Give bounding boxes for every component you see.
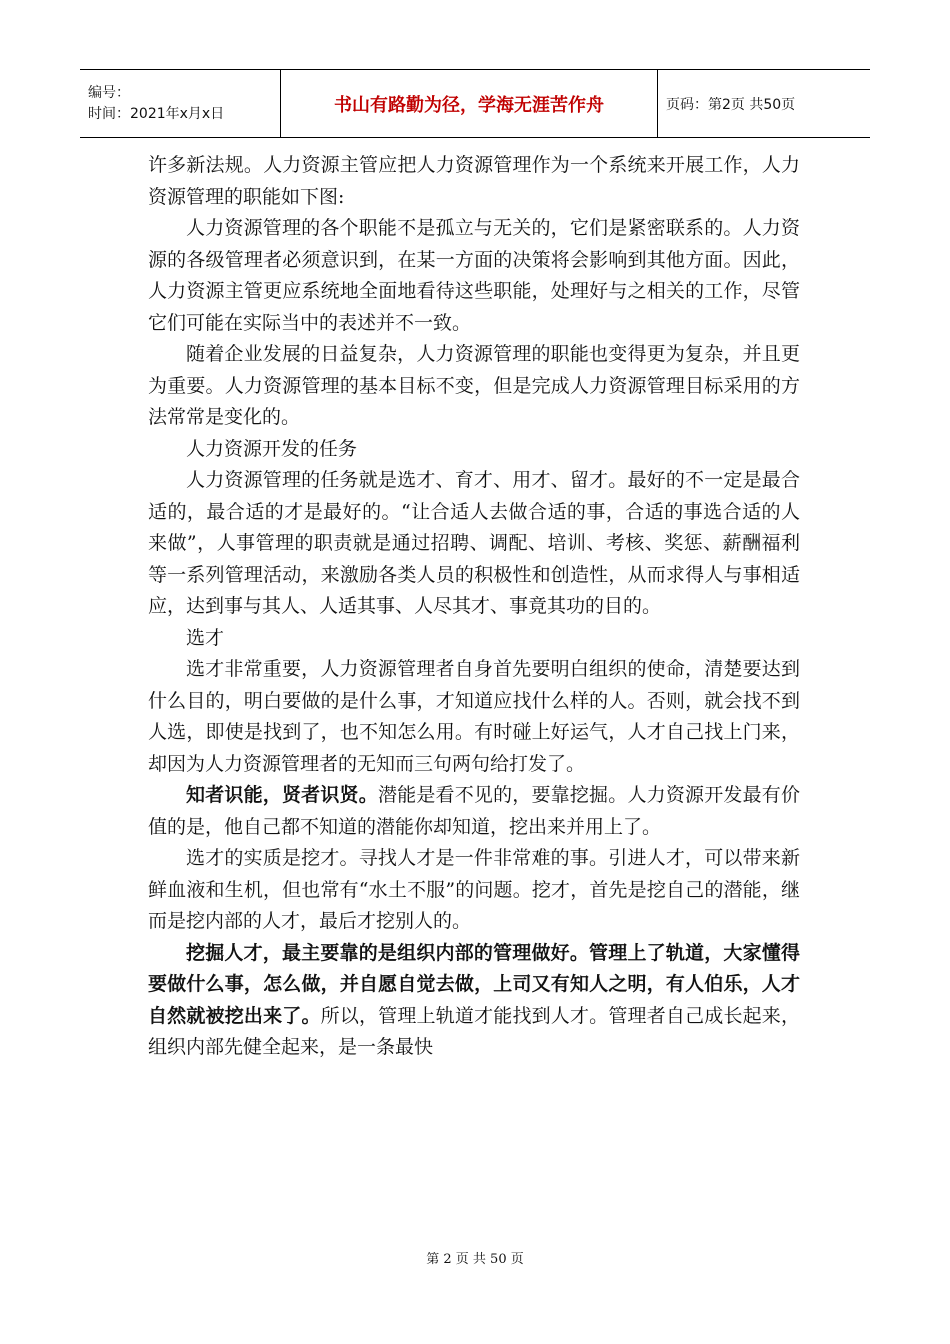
paragraph-text: 潜能是看不见的，要靠挖掘。人力资源开发最有价值的是，他自己都不知道的潜能你却知道，挖出来并用上了。	[148, 784, 800, 838]
paragraph	[148, 780, 800, 843]
paragraph: 选才非常重要，人力资源管理者自身首先要明白组织的使命，清楚要达到什么目的，明白要做的是什么事，才知道应找什么样的人。否则，就会找不到人选，即使是找到了，也不知怎么用。有时碰上好运气，人才自己找上门来，却因为人力资源管理者的无知而三句两句给打发了。	[148, 658, 800, 775]
bold-phrase: 知者识能，贤者识贤。	[186, 784, 378, 806]
header-page-info: 页码：第2页 共50页	[666, 96, 796, 113]
paragraph-text: 所以，管理上轨道才能找到人才。管理者自己成长起来，组织内部先健全起来，是一条最快	[148, 1004, 800, 1058]
paragraph: 人力资源管理的各个职能不是孤立与无关的，它们是紧密联系的。人力资源的各级管理者必须意识到，在某一方面的决策将会影响到其他方面。因此，人力资源主管更应系统地全面地看待这些职能，处理好与之相关的工作，尽管它们可能在实际当中的表述并不一致。	[148, 217, 800, 334]
paragraph: 随着企业发展的日益复杂，人力资源管理的职能也变得更为复杂，并且更为重要。人力资源管理的基本目标不变，但是完成人力资源管理目标采用的方法常常是变化的。	[148, 343, 800, 428]
paragraph: 人力资源管理的任务就是选才、育才、用才、留才。最好的不一定是最合适的，最合适的才是最好的。“让合适人去做合适的事，合适的事选合适的人来做”，人事管理的职责就是通过招聘、调配、培训、考核、奖惩、薪酬福利等一系列管理活动，来激励各类人员的积极性和创造性，从而求得人与事相适应，达到事与其人、人适其事、人尽其才、事竟其功的目的。	[148, 469, 800, 617]
document-time-label: 时间：2021年x月x日	[88, 105, 225, 122]
document-body	[148, 150, 800, 1064]
bold-phrase: 挖掘人才，最主要靠的是组织内部的管理做好。管理上了轨道，大家懂得要做什么事，怎么做，并自愿自觉去做，上司又有知人之明，有人伯乐，人才自然就被挖出来了。	[148, 941, 800, 1027]
header-motto: 书山有路勤为径，学海无涯苦作舟	[280, 70, 658, 137]
page-header	[80, 69, 870, 138]
page-footer: 第 2 页 共 50 页	[426, 1252, 524, 1267]
section-heading: 选才	[186, 626, 225, 649]
paragraph: 许多新法规。人力资源主管应把人力资源管理作为一个系统来开展工作，人力资源管理的职能如下图:	[148, 154, 800, 208]
paragraph	[148, 938, 800, 1064]
section-heading: 人力资源开发的任务	[186, 437, 358, 460]
document-number-label: 编号：	[88, 84, 130, 101]
paragraph: 选才的实质是挖才。寻找人才是一件非常难的事。引进人才，可以带来新鲜血液和生机，但也常有“水土不服”的问题。挖才，首先是挖自己的潜能，继而是挖内部的人才，最后才挖别人的。	[148, 847, 800, 932]
header-meta	[80, 70, 280, 137]
